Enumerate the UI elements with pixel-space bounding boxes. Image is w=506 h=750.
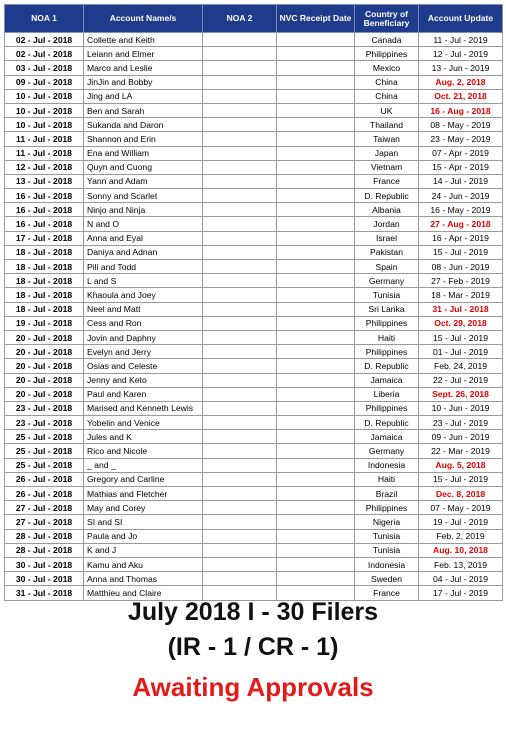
cell-account-names: L and S [84, 274, 203, 288]
cell-nvc-receipt-date [277, 132, 355, 146]
cell-nvc-receipt-date [277, 416, 355, 430]
cell-account-update: 13 - Jun - 2019 [419, 61, 503, 75]
table-row [5, 118, 503, 132]
cell-account-update: 04 - Jul - 2019 [419, 572, 503, 586]
cell-country: Philippines [355, 501, 419, 515]
cell-account-update: 15 - Apr - 2019 [419, 160, 503, 174]
cell-account-names: JinJin and Bobby [84, 75, 203, 89]
cell-account-update: 19 - Jul - 2019 [419, 515, 503, 529]
cell-account-names: Sonny and Scarlet [84, 189, 203, 203]
cell-nvc-receipt-date [277, 89, 355, 103]
cell-noa2 [203, 373, 277, 387]
cell-noa1: 20 - Jul - 2018 [5, 330, 84, 344]
cell-nvc-receipt-date [277, 47, 355, 61]
cell-nvc-receipt-date [277, 458, 355, 472]
table-row [5, 132, 503, 146]
cell-noa1: 20 - Jul - 2018 [5, 373, 84, 387]
cell-account-update: 07 - Apr - 2019 [419, 146, 503, 160]
cell-nvc-receipt-date [277, 189, 355, 203]
table-row [5, 189, 503, 203]
cell-account-update: 15 - Jul - 2019 [419, 330, 503, 344]
table-row [5, 330, 503, 344]
cell-noa2 [203, 444, 277, 458]
cell-account-names: Osias and Celeste [84, 359, 203, 373]
cell-nvc-receipt-date [277, 401, 355, 415]
cell-account-names: Collette and Keith [84, 33, 203, 47]
footer-title: July 2018 I - 30 Filers [127, 598, 379, 626]
cell-account-names: Yann and Adam [84, 174, 203, 188]
cell-noa1: 16 - Jul - 2018 [5, 189, 84, 203]
cell-noa2 [203, 217, 277, 231]
cell-country: Brazil [355, 487, 419, 501]
cell-account-names: Anna and Eyal [84, 231, 203, 245]
cell-account-names: May and Corey [84, 501, 203, 515]
cell-noa2 [203, 416, 277, 430]
cell-noa2 [203, 501, 277, 515]
cell-account-names: Cess and Ron [84, 316, 203, 330]
cell-nvc-receipt-date [277, 61, 355, 75]
cell-account-update: 01 - Jul - 2019 [419, 345, 503, 359]
cell-country: Haiti [355, 472, 419, 486]
cell-noa2 [203, 487, 277, 501]
cell-noa2 [203, 458, 277, 472]
table-row [5, 316, 503, 330]
cell-noa1: 27 - Jul - 2018 [5, 515, 84, 529]
table-row [5, 359, 503, 373]
cell-country: UK [355, 103, 419, 117]
cell-nvc-receipt-date [277, 203, 355, 217]
cell-country: Vietnam [355, 160, 419, 174]
cell-country: Indonesia [355, 557, 419, 571]
table-row [5, 458, 503, 472]
cell-noa2 [203, 302, 277, 316]
cell-account-names: Neel and Matt [84, 302, 203, 316]
cell-country: Indonesia [355, 458, 419, 472]
cell-account-update: 15 - Jul - 2019 [419, 245, 503, 259]
cell-account-update: 08 - Jun - 2019 [419, 260, 503, 274]
cell-noa2 [203, 146, 277, 160]
header-noa2: NOA 2 [203, 5, 277, 33]
cell-country: Jamaica [355, 373, 419, 387]
cell-noa1: 02 - Jul - 2018 [5, 47, 84, 61]
cell-nvc-receipt-date [277, 174, 355, 188]
cell-country: Sweden [355, 572, 419, 586]
cell-nvc-receipt-date [277, 118, 355, 132]
cell-account-update: 24 - Jun - 2019 [419, 189, 503, 203]
table-row [5, 444, 503, 458]
cell-noa1: 18 - Jul - 2018 [5, 302, 84, 316]
cell-noa2 [203, 274, 277, 288]
cell-country: Japan [355, 146, 419, 160]
cell-noa1: 30 - Jul - 2018 [5, 557, 84, 571]
cell-nvc-receipt-date [277, 330, 355, 344]
cell-nvc-receipt-date [277, 302, 355, 316]
cell-account-names: Leiann and Elmer [84, 47, 203, 61]
cell-noa2 [203, 189, 277, 203]
cell-nvc-receipt-date [277, 33, 355, 47]
cell-noa2 [203, 557, 277, 571]
cell-account-update: 15 - Jul - 2019 [419, 472, 503, 486]
cell-nvc-receipt-date [277, 345, 355, 359]
cell-noa2 [203, 33, 277, 47]
cell-nvc-receipt-date [277, 359, 355, 373]
table-row [5, 75, 503, 89]
cell-nvc-receipt-date [277, 231, 355, 245]
cell-nvc-receipt-date [277, 572, 355, 586]
table-row [5, 47, 503, 61]
cell-country: China [355, 89, 419, 103]
cell-country: D. Republic [355, 416, 419, 430]
table-row [5, 345, 503, 359]
cell-country: Liberia [355, 387, 419, 401]
cell-noa1: 13 - Jul - 2018 [5, 174, 84, 188]
cell-country: France [355, 174, 419, 188]
cell-country: Nigeria [355, 515, 419, 529]
cell-nvc-receipt-date [277, 146, 355, 160]
table-row [5, 103, 503, 117]
table-row [5, 501, 503, 515]
cell-nvc-receipt-date [277, 103, 355, 117]
cell-noa1: 25 - Jul - 2018 [5, 430, 84, 444]
cell-account-names: Jing and LA [84, 89, 203, 103]
cell-nvc-receipt-date [277, 444, 355, 458]
cell-noa1: 26 - Jul - 2018 [5, 472, 84, 486]
cell-account-names: Jenny and Keto [84, 373, 203, 387]
cell-nvc-receipt-date [277, 316, 355, 330]
cell-nvc-receipt-date [277, 557, 355, 571]
filers-table [4, 4, 503, 601]
cell-account-update: Aug. 5, 2018 [419, 458, 503, 472]
table-row [5, 472, 503, 486]
table-row [5, 160, 503, 174]
cell-noa1: 23 - Jul - 2018 [5, 401, 84, 415]
cell-noa1: 18 - Jul - 2018 [5, 274, 84, 288]
header-account-update: Account Update [419, 5, 503, 33]
cell-country: Philippines [355, 316, 419, 330]
cell-account-update: Feb. 24, 2019 [419, 359, 503, 373]
cell-noa1: 10 - Jul - 2018 [5, 103, 84, 117]
cell-nvc-receipt-date [277, 274, 355, 288]
cell-country: Taiwan [355, 132, 419, 146]
cell-nvc-receipt-date [277, 529, 355, 543]
cell-account-names: Marco and Leslie [84, 61, 203, 75]
cell-country: Jamaica [355, 430, 419, 444]
table-row [5, 203, 503, 217]
cell-account-update: 18 - Mar - 2019 [419, 288, 503, 302]
cell-account-names: Anna and Thomas [84, 572, 203, 586]
cell-noa2 [203, 75, 277, 89]
cell-country: Germany [355, 444, 419, 458]
cell-country: Albania [355, 203, 419, 217]
cell-noa1: 10 - Jul - 2018 [5, 118, 84, 132]
cell-noa2 [203, 359, 277, 373]
table-row [5, 33, 503, 47]
table-row [5, 373, 503, 387]
header-nvc-receipt-date: NVC Receipt Date [277, 5, 355, 33]
cell-nvc-receipt-date [277, 288, 355, 302]
table-row [5, 274, 503, 288]
cell-noa1: 23 - Jul - 2018 [5, 416, 84, 430]
table-body [5, 33, 503, 601]
cell-noa2 [203, 572, 277, 586]
cell-account-names: Matthieu and Claire [84, 586, 203, 600]
cell-account-names: Kamu and Aku [84, 557, 203, 571]
cell-country: Israel [355, 231, 419, 245]
table-row [5, 430, 503, 444]
cell-account-names: SI and SI [84, 515, 203, 529]
cell-account-names: Daniya and Adnan [84, 245, 203, 259]
table-header-row [5, 5, 503, 33]
cell-noa1: 10 - Jul - 2018 [5, 89, 84, 103]
table-row [5, 302, 503, 316]
cell-noa2 [203, 47, 277, 61]
cell-country: Germany [355, 274, 419, 288]
table-row [5, 572, 503, 586]
cell-noa2 [203, 61, 277, 75]
cell-account-names: Marised and Kenneth Lewis [84, 401, 203, 415]
cell-noa1: 18 - Jul - 2018 [5, 245, 84, 259]
cell-noa1: 31 - Jul - 2018 [5, 586, 84, 600]
cell-account-names: Shannon and Erin [84, 132, 203, 146]
cell-noa1: 12 - Jul - 2018 [5, 160, 84, 174]
cell-account-update: 23 - Jul - 2019 [419, 416, 503, 430]
cell-nvc-receipt-date [277, 75, 355, 89]
header-account-names: Account Name/s [84, 5, 203, 33]
cell-country: Canada [355, 33, 419, 47]
cell-account-update: 12 - Jul - 2019 [419, 47, 503, 61]
cell-nvc-receipt-date [277, 160, 355, 174]
cell-account-names: Pili and Todd [84, 260, 203, 274]
cell-country: Tunisia [355, 529, 419, 543]
cell-account-update: Aug. 10, 2018 [419, 543, 503, 557]
cell-account-names: Ben and Sarah [84, 103, 203, 117]
cell-account-update: Aug. 2, 2018 [419, 75, 503, 89]
cell-country: Jordan [355, 217, 419, 231]
cell-country: Philippines [355, 401, 419, 415]
cell-noa2 [203, 430, 277, 444]
cell-noa2 [203, 103, 277, 117]
cell-account-update: 27 - Aug - 2018 [419, 217, 503, 231]
table-row [5, 231, 503, 245]
footer-subtitle: (IR - 1 / CR - 1) [167, 633, 339, 661]
cell-noa2 [203, 260, 277, 274]
table-row [5, 146, 503, 160]
table-row [5, 174, 503, 188]
cell-nvc-receipt-date [277, 260, 355, 274]
cell-nvc-receipt-date [277, 217, 355, 231]
table-row [5, 557, 503, 571]
cell-noa1: 20 - Jul - 2018 [5, 345, 84, 359]
cell-country: Philippines [355, 345, 419, 359]
table-row [5, 61, 503, 75]
cell-noa2 [203, 345, 277, 359]
cell-country: Philippines [355, 47, 419, 61]
cell-country: Tunisia [355, 543, 419, 557]
cell-noa1: 09 - Jul - 2018 [5, 75, 84, 89]
header-country: Country of Beneficiary [355, 5, 419, 33]
table-row [5, 217, 503, 231]
cell-account-names: Rico and Nicole [84, 444, 203, 458]
cell-account-names: K and J [84, 543, 203, 557]
cell-account-update: 17 - Jul - 2019 [419, 586, 503, 600]
cell-account-names: Yobelin and Venice [84, 416, 203, 430]
cell-account-update: 07 - May - 2019 [419, 501, 503, 515]
table-row [5, 288, 503, 302]
cell-account-update: Oct. 29, 2018 [419, 316, 503, 330]
cell-noa1: 11 - Jul - 2018 [5, 146, 84, 160]
cell-account-update: Feb. 2, 2019 [419, 529, 503, 543]
cell-nvc-receipt-date [277, 387, 355, 401]
cell-account-update: Feb. 13, 2019 [419, 557, 503, 571]
cell-account-update: 08 - May - 2019 [419, 118, 503, 132]
cell-noa1: 26 - Jul - 2018 [5, 487, 84, 501]
header-noa1: NOA 1 [5, 5, 84, 33]
cell-noa2 [203, 132, 277, 146]
cell-nvc-receipt-date [277, 245, 355, 259]
cell-noa1: 28 - Jul - 2018 [5, 529, 84, 543]
cell-country: Haiti [355, 330, 419, 344]
cell-account-update: 16 - Aug - 2018 [419, 103, 503, 117]
cell-account-names: Gregory and Carline [84, 472, 203, 486]
cell-country: Tunisia [355, 288, 419, 302]
cell-account-update: 27 - Feb - 2019 [419, 274, 503, 288]
cell-account-names: Paul and Karen [84, 387, 203, 401]
cell-noa1: 16 - Jul - 2018 [5, 217, 84, 231]
cell-account-update: 10 - Jun - 2019 [419, 401, 503, 415]
cell-noa1: 19 - Jul - 2018 [5, 316, 84, 330]
cell-nvc-receipt-date [277, 373, 355, 387]
cell-noa1: 18 - Jul - 2018 [5, 288, 84, 302]
table-row [5, 487, 503, 501]
cell-nvc-receipt-date [277, 472, 355, 486]
cell-noa2 [203, 89, 277, 103]
cell-account-names: Evelyn and Jerry [84, 345, 203, 359]
cell-noa2 [203, 330, 277, 344]
cell-noa2 [203, 288, 277, 302]
cell-country: France [355, 586, 419, 600]
cell-account-names: Jules and K [84, 430, 203, 444]
cell-account-names: N and O [84, 217, 203, 231]
cell-nvc-receipt-date [277, 501, 355, 515]
cell-noa1: 03 - Jul - 2018 [5, 61, 84, 75]
cell-account-update: Oct. 21, 2018 [419, 89, 503, 103]
footer-status: Awaiting Approvals [132, 672, 374, 702]
cell-noa2 [203, 160, 277, 174]
cell-noa1: 11 - Jul - 2018 [5, 132, 84, 146]
cell-account-names: Jovin and Daphny [84, 330, 203, 344]
cell-account-names: Ninjo and Ninja [84, 203, 203, 217]
cell-noa2 [203, 387, 277, 401]
cell-account-update: 22 - Mar - 2019 [419, 444, 503, 458]
cell-account-update: 31 - Jul - 2018 [419, 302, 503, 316]
table-row [5, 515, 503, 529]
cell-noa2 [203, 529, 277, 543]
table-row [5, 387, 503, 401]
cell-noa2 [203, 543, 277, 557]
cell-country: Sri Lanka [355, 302, 419, 316]
cell-account-names: Paula and Jo [84, 529, 203, 543]
table-row [5, 416, 503, 430]
cell-noa2 [203, 515, 277, 529]
cell-country: D. Republic [355, 359, 419, 373]
cell-noa1: 18 - Jul - 2018 [5, 260, 84, 274]
cell-account-names: Sukanda and Daron [84, 118, 203, 132]
cell-country: China [355, 75, 419, 89]
cell-noa1: 17 - Jul - 2018 [5, 231, 84, 245]
cell-account-names: Khaoula and Joey [84, 288, 203, 302]
cell-noa2 [203, 316, 277, 330]
cell-account-update: 16 - Apr - 2019 [419, 231, 503, 245]
cell-account-names: Mathias and Fletcher [84, 487, 203, 501]
cell-account-update: 23 - May - 2019 [419, 132, 503, 146]
cell-noa2 [203, 174, 277, 188]
cell-noa1: 16 - Jul - 2018 [5, 203, 84, 217]
cell-noa2 [203, 245, 277, 259]
cell-account-names: Quyn and Cuong [84, 160, 203, 174]
cell-country: Spain [355, 260, 419, 274]
cell-noa2 [203, 231, 277, 245]
table-row [5, 89, 503, 103]
table-row [5, 529, 503, 543]
cell-noa1: 02 - Jul - 2018 [5, 33, 84, 47]
cell-nvc-receipt-date [277, 430, 355, 444]
cell-noa1: 30 - Jul - 2018 [5, 572, 84, 586]
cell-account-update: Sept. 26, 2018 [419, 387, 503, 401]
cell-nvc-receipt-date [277, 515, 355, 529]
cell-account-names: Ena and William [84, 146, 203, 160]
cell-account-update: 22 - Jul - 2019 [419, 373, 503, 387]
cell-nvc-receipt-date [277, 487, 355, 501]
cell-account-update: 09 - Jun - 2019 [419, 430, 503, 444]
cell-noa2 [203, 203, 277, 217]
cell-noa1: 28 - Jul - 2018 [5, 543, 84, 557]
cell-account-update: 16 - May - 2019 [419, 203, 503, 217]
cell-noa1: 27 - Jul - 2018 [5, 501, 84, 515]
cell-country: Mexico [355, 61, 419, 75]
table-row [5, 543, 503, 557]
cell-country: D. Republic [355, 189, 419, 203]
cell-noa1: 25 - Jul - 2018 [5, 444, 84, 458]
table-row [5, 260, 503, 274]
cell-noa1: 20 - Jul - 2018 [5, 359, 84, 373]
cell-noa2 [203, 118, 277, 132]
cell-country: Thailand [355, 118, 419, 132]
table-row [5, 401, 503, 415]
cell-nvc-receipt-date [277, 543, 355, 557]
cell-noa1: 25 - Jul - 2018 [5, 458, 84, 472]
cell-account-update: Dec. 8, 2018 [419, 487, 503, 501]
table-row [5, 245, 503, 259]
cell-account-update: 11 - Jul - 2019 [419, 33, 503, 47]
cell-noa2 [203, 401, 277, 415]
cell-country: Pakistan [355, 245, 419, 259]
cell-account-names: _ and _ [84, 458, 203, 472]
cell-noa2 [203, 472, 277, 486]
cell-account-update: 14 - Jul - 2019 [419, 174, 503, 188]
cell-noa1: 20 - Jul - 2018 [5, 387, 84, 401]
